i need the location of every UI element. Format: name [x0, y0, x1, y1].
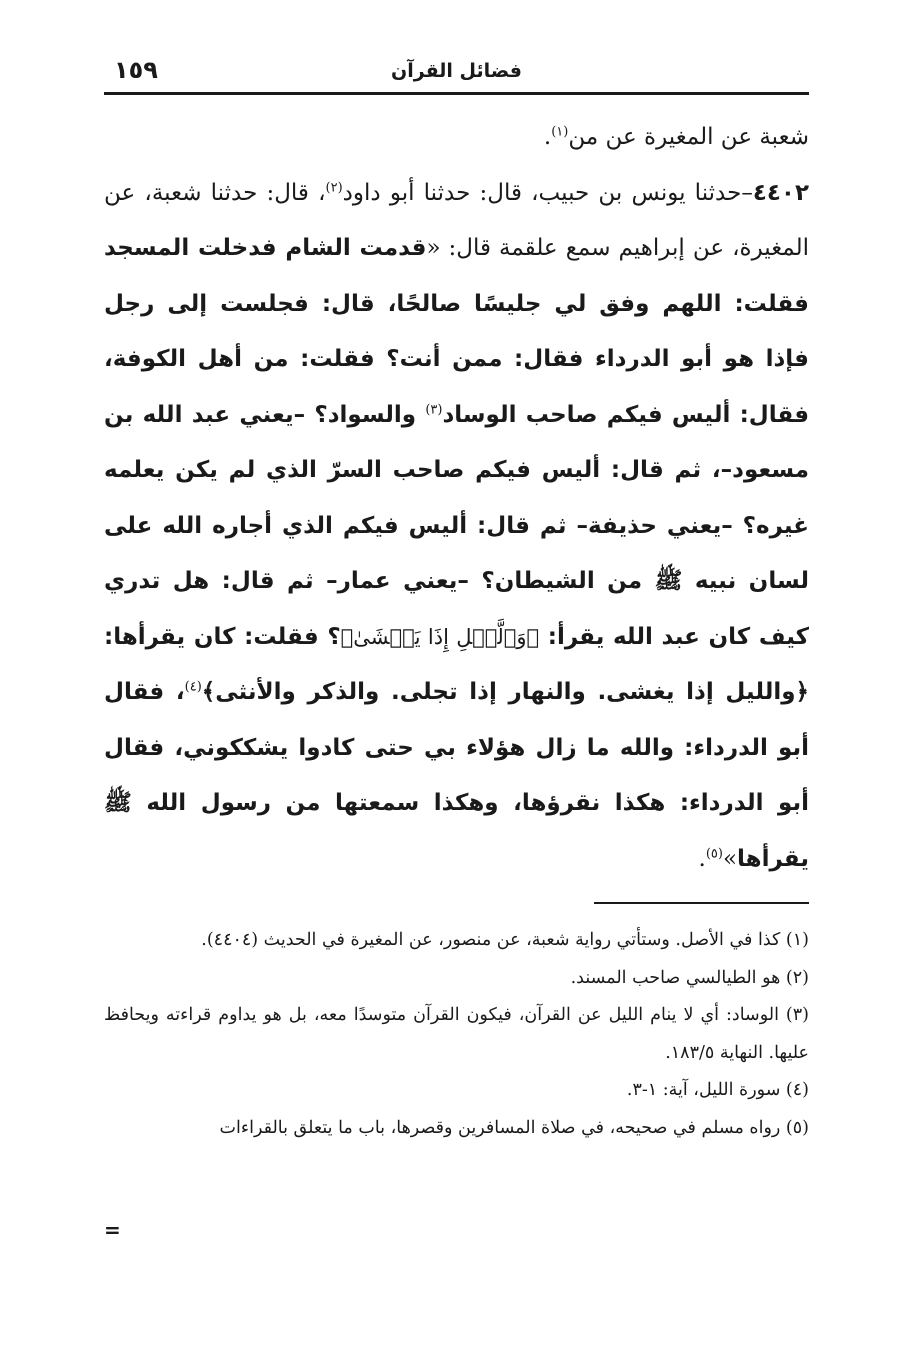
footnote-ref-5: (٥): [705, 845, 723, 861]
header-rule: [104, 92, 809, 95]
footnote-1: (١) كذا في الأصل. وستأتي رواية شعبة، عن منصور، عن المغيرة في الحديث (٤٤٠٤).: [201, 930, 809, 950]
hadith-number: ٤٤٠٢: [752, 179, 809, 206]
quran-verse: ﴿وَٱلَّيۡلِ إِذَا يَغۡشَىٰ﴾: [340, 624, 540, 649]
footnote-ref-4: (٤): [184, 679, 202, 695]
chain-text-b: ، قال: حدثنا شعبة، عن المغيرة، عن إبراهيم سمع علقمة قال: «: [104, 179, 809, 261]
footnote-separator: [594, 902, 809, 904]
matn-text-4: ، فقال أبو الدرداء: والله ما زال هؤلاء بي حتى كادوا يشككوني، فقال أبو الدرداء: هكذا نقرؤها، وهكذا سمعتها من رسول الله ﷺ يقرأها: [104, 679, 809, 872]
intro-line: شعبة عن المغيرة عن من$^{(١)}$.: [543, 124, 809, 150]
footnote-4: (٤) سورة الليل، آية: ١-٣.: [626, 1080, 809, 1100]
hadith-paragraph: [104, 166, 809, 888]
end-period: .: [698, 845, 706, 872]
footnote-ref-3: (٣): [425, 401, 443, 417]
matn-text-1: قدمت الشام فدخلت المسجد فقلت: اللهم وفق لي جليسًا صالحًا، قال: فجلست إلى رجل فإذا هو أبو الدرداء فقال: ممن أنت؟ فقلت: من أهل الكوفة، فقال: أليس فيكم صاحب الوساد: [104, 235, 810, 428]
header-title: فضائل القرآن: [391, 60, 522, 82]
footnote-2: (٢) هو الطيالسي صاحب المسند.: [570, 967, 809, 988]
matn-text-3: ؟ فقلت: كان يقرأها: ﴿والليل إذا يغشى. والنهار إذا تجلى. والذكر والأنثى﴾: [104, 623, 809, 705]
footnote-3: (٣) الوساد: أي لا ينام الليل عن القرآن، فيكون القرآن متوسدًا معه، بل هو يداوم قراءته ويحافظ عليها. النهاية ١٨٣/٥.: [104, 1005, 809, 1063]
footnote-ref-1: (١): [551, 124, 569, 140]
footnote-ref-2: (٢): [325, 179, 343, 195]
footnotes: [104, 922, 809, 1147]
page-number: ١٥٩: [114, 56, 158, 84]
closing-quote: »: [722, 845, 738, 872]
footnote-5: (٥) رواه مسلم في صحيحه، في صلاة المسافرين وقصرها، باب ما يتعلق بالقراءات: [219, 1117, 809, 1138]
chain-text-a: –حدثنا يونس بن حبيب، قال: حدثنا أبو داود: [342, 179, 753, 206]
intro-text: شعبة عن المغيرة عن من: [568, 124, 809, 150]
matn-text-2: والسواد؟ –يعني عبد الله بن مسعود–، ثم قال: أليس فيكم صاحب السرّ الذي لم يكن يعلمه غيره؟ –يعني حذيفة– ثم قال: أليس فيكم الذي أجاره الله على لسان نبيه ﷺ من الشيطان؟ –يعني عمار– ثم قال: هل تدري كيف كان عبد الله يقرأ:: [104, 401, 809, 650]
running-header: [104, 58, 809, 96]
continuation-mark: =: [104, 1218, 121, 1242]
main-text: [104, 110, 809, 887]
